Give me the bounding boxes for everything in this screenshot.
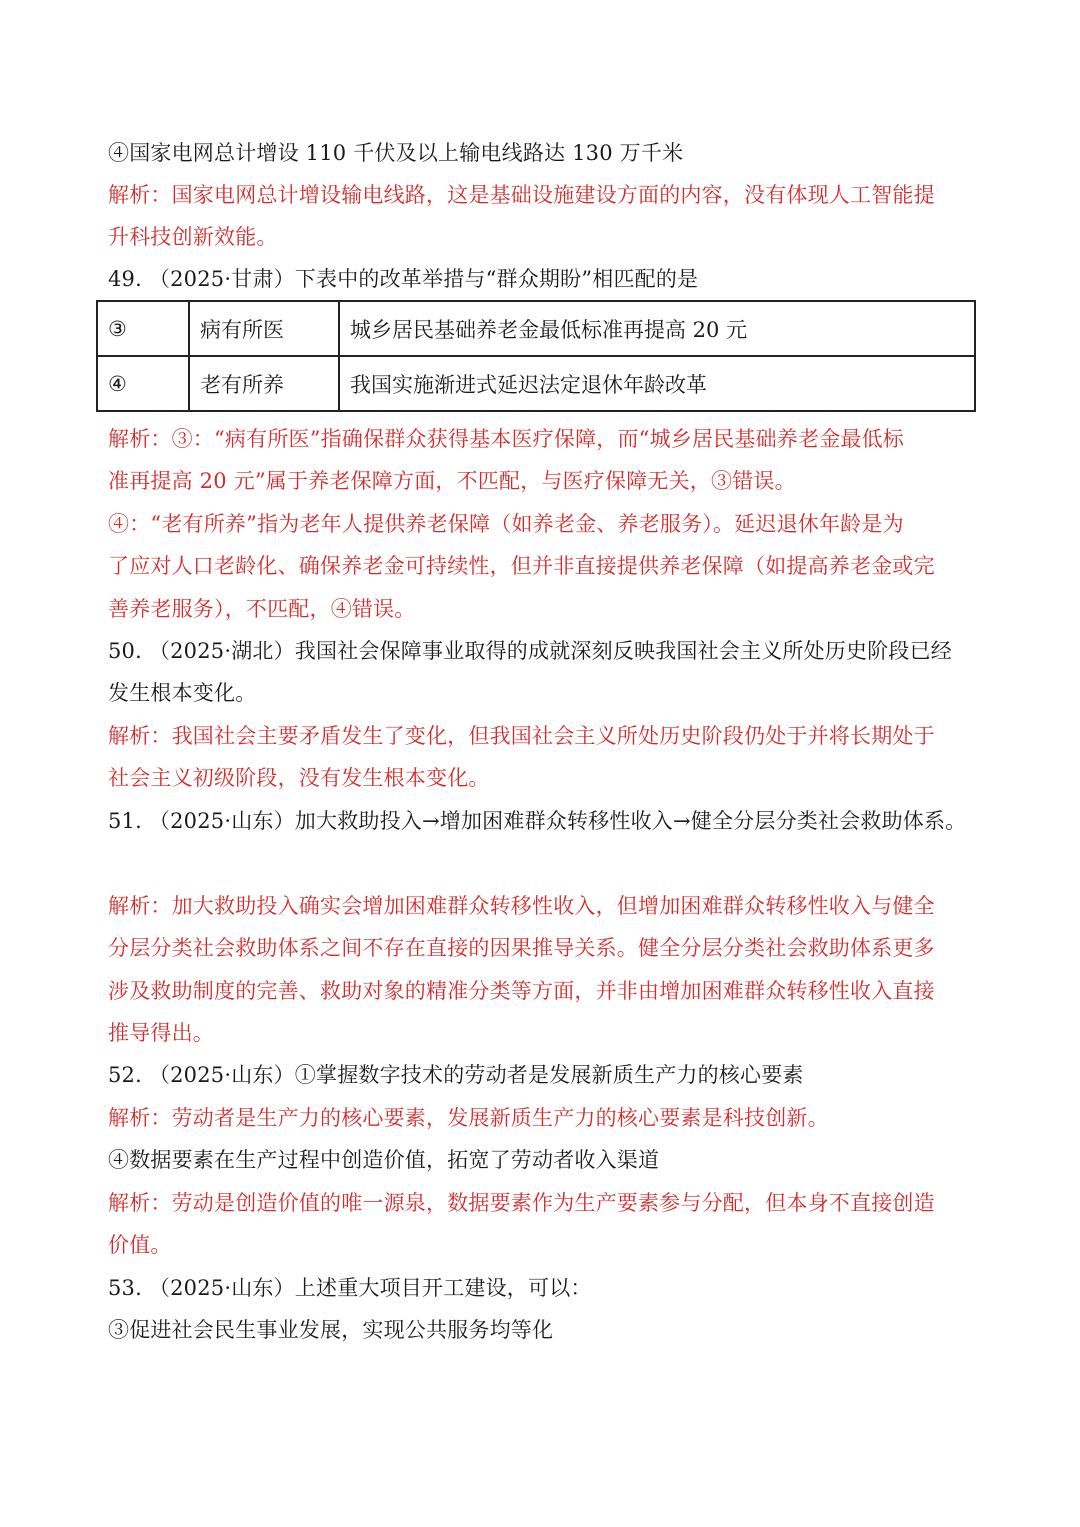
table-row — [97, 301, 975, 356]
analysis-49-line-2: 准再提高 20 元”属于养老保障方面，不匹配，与医疗保障无关，③错误。 — [108, 469, 796, 493]
analysis-52-option-4-line-2: 价值。 — [108, 1233, 172, 1257]
analysis-51-line-4: 推导得出。 — [108, 1021, 214, 1045]
table-cell-measure: 我国实施渐进式延迟法定退休年龄改革 — [339, 356, 975, 411]
question-53-option-3: ③促进社会民生事业发展，实现公共服务均等化 — [108, 1318, 554, 1342]
question-52: 52. （2025·山东）①掌握数字技术的劳动者是发展新质生产力的核心要素 — [108, 1063, 804, 1087]
question-53: 53. （2025·山东）上述重大项目开工建设，可以： — [108, 1276, 592, 1300]
table-cell-expectation: 老有所养 — [189, 356, 339, 411]
question-49: 49. （2025·甘肃）下表中的改革举措与“群众期盼”相匹配的是 — [108, 267, 699, 291]
item-48-option-4: ④国家电网总计增设 110 千伏及以上输电线路达 130 万千米 — [108, 141, 684, 165]
analysis-50-line-2: 社会主义初级阶段，没有发生根本变化。 — [108, 766, 490, 790]
table-cell-expectation: 病有所医 — [189, 301, 339, 356]
analysis-52-option-1: 解析：劳动者是生产力的核心要素，发展新质生产力的核心要素是科技创新。 — [108, 1106, 829, 1130]
table-cell-measure: 城乡居民基础养老金最低标准再提高 20 元 — [339, 301, 975, 356]
table-row — [97, 356, 975, 411]
question-52-option-4: ④数据要素在生产过程中创造价值，拓宽了劳动者收入渠道 — [108, 1148, 660, 1172]
analysis-49-line-5: 善养老服务），不匹配，④错误。 — [108, 597, 416, 621]
analysis-48-line-2: 升科技创新效能。 — [108, 225, 278, 249]
analysis-48-line-1: 解析：国家电网总计增设输电线路，这是基础设施建设方面的内容，没有体现人工智能提 — [108, 183, 935, 207]
analysis-49-line-3: ④：“老有所养”指为老年人提供养老保障（如养老金、养老服务）。延迟退休年龄是为 — [108, 512, 904, 536]
question-50-line-1: 50. （2025·湖北）我国社会保障事业取得的成就深刻反映我国社会主义所处历史阶段已经 — [108, 639, 952, 663]
question-51: 51. （2025·山东）加大救助投入→增加困难群众转移性收入→健全分层分类社会救助体系。 — [108, 809, 967, 833]
analysis-51-line-2: 分层分类社会救助体系之间不存在直接的因果推导关系。健全分层分类社会救助体系更多 — [108, 936, 935, 960]
table-cell-number: ③ — [97, 301, 189, 356]
analysis-51-line-1: 解析：加大救助投入确实会增加困难群众转移性收入，但增加困难群众转移性收入与健全 — [108, 894, 935, 918]
analysis-52-option-4-line-1: 解析：劳动是创造价值的唯一源泉，数据要素作为生产要素参与分配，但本身不直接创造 — [108, 1191, 935, 1215]
analysis-51-line-3: 涉及救助制度的完善、救助对象的精准分类等方面，并非由增加困难群众转移性收入直接 — [108, 979, 935, 1003]
question-50-line-2: 发生根本变化。 — [108, 681, 257, 705]
analysis-49-line-1: 解析：③：“病有所医”指确保群众获得基本医疗保障，而“城乡居民基础养老金最低标 — [108, 427, 905, 451]
analysis-50-line-1: 解析：我国社会主要矛盾发生了变化，但我国社会主义所处历史阶段仍处于并将长期处于 — [108, 724, 935, 748]
analysis-49-line-4: 了应对人口老龄化、确保养老金可持续性，但并非直接提供养老保障（如提高养老金或完 — [108, 554, 935, 578]
reform-table — [96, 300, 976, 412]
table-cell-number: ④ — [97, 356, 189, 411]
